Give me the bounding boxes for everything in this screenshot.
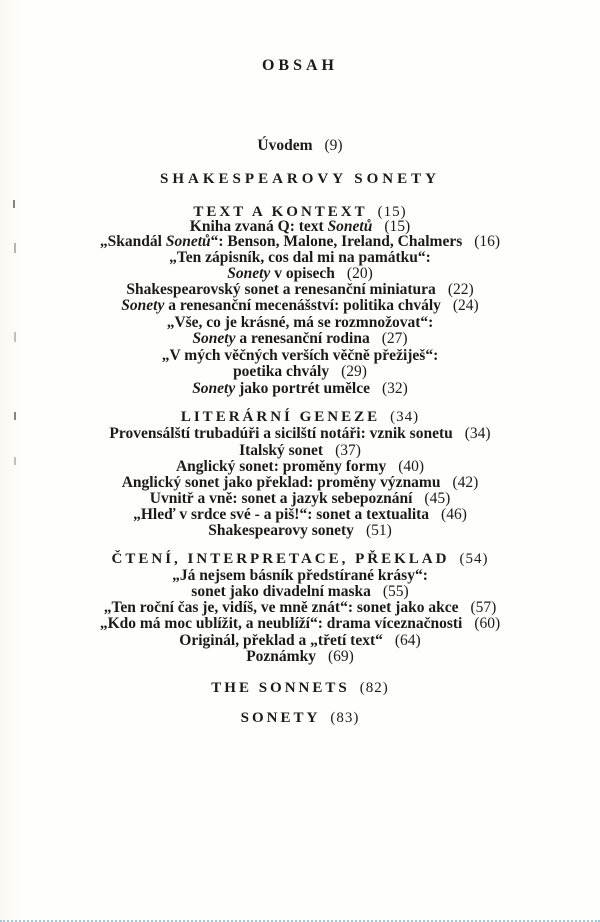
toc-entry-uvodem[interactable]: Úvodem (9) [257,137,343,154]
toc-entry[interactable]: Sonety a renesanční mecenášství: politika chvály (24) [121,297,479,314]
toc-part-sonety[interactable]: SONETY (83) [240,710,360,726]
toc-entry[interactable]: Anglický sonet jako překlad: proměny významu (42) [121,474,479,491]
toc-entry[interactable]: Sonety a renesanční rodina (27) [192,330,408,347]
toc-entry[interactable]: Sonety jako portrét umělce (32) [192,380,408,397]
toc-section-text-a-kontext[interactable]: TEXT A KONTEXT (15) [193,204,407,220]
toc-entry[interactable]: Uvnitř a vně: sonet a jazyk sebepoznání (45) [149,490,451,507]
toc-entry[interactable]: „Hleď v srdce své - a piš!“: sonet a textualita (46) [133,506,467,523]
toc-entry[interactable]: Poznámky (69) [246,648,354,665]
toc-part-the-sonnets[interactable]: THE SONNETS (82) [211,680,389,696]
toc-entry[interactable]: Shakespearovský sonet a renesanční miniatura (22) [126,281,474,298]
toc-entry[interactable]: „Skandál Sonetů“: Benson, Malone, Ireland, Chalmers (16) [99,233,501,250]
toc-section-cteni-interpretace-preklad[interactable]: ČTENÍ, INTERPRETACE, PŘEKLAD (54) [111,551,489,567]
toc-entry[interactable]: Shakespearovy sonety (51) [208,522,392,539]
toc-part-shakespearovy-sonety[interactable]: SHAKESPEAROVY SONETY [160,171,440,187]
page-title: OBSAH [261,57,338,74]
scan-bottom-border [0,918,600,922]
toc-entry[interactable]: „Vše, co je krásné, má se rozmnožovat“: [166,314,434,331]
toc-entry[interactable]: „V mých věčných verších věčně přežiješ“: [161,347,439,364]
toc-entry[interactable]: Provensálští trubadúři a sicilští notáři: vznik sonetu (34) [109,425,491,442]
toc-entry[interactable]: „Ten roční čas je, vidíš, ve mně znát“: sonet jako akce (57) [103,599,497,616]
toc-entry[interactable]: „Kdo má moc ublížit, a neublíží“: drama víceznačnosti (60) [99,615,501,632]
toc-entry[interactable]: Anglický sonet: proměny formy (40) [175,458,425,475]
toc-entry[interactable]: Sonety v opisech (20) [227,265,373,282]
toc-entry[interactable]: Kniha zvaná Q: text Sonetů (15) [189,218,411,235]
toc-entry[interactable]: Italský sonet (37) [239,442,361,459]
toc-entry[interactable]: „Já nejsem básník předstírané krásy“: [172,567,428,584]
toc-entry[interactable]: „Ten zápisník, cos dal mi na památku“: [169,249,431,266]
toc-entry[interactable]: Originál, překlad a „třetí text“ (64) [179,632,421,649]
page-number: (9) [324,137,343,154]
toc-entry[interactable]: sonet jako divadelní maska (55) [191,583,409,600]
toc-entry[interactable]: poetika chvály (29) [233,363,367,380]
toc-section-literarni-geneze[interactable]: LITERÁRNÍ GENEZE (34) [180,409,420,425]
